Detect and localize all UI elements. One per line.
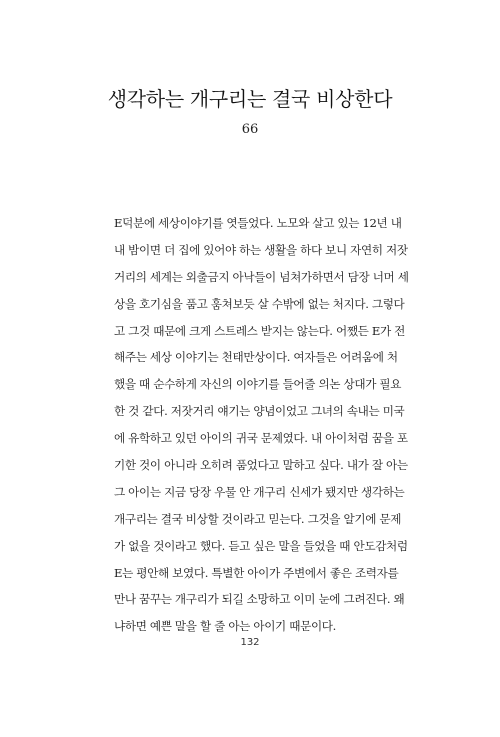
body-paragraph	[114, 210, 409, 640]
text-line: E는 평안해 보였다. 특별한 아이가 주변에서 좋은 조력자를	[114, 565, 399, 580]
chapter-number: 66	[241, 122, 259, 137]
text-line: 내 밤이면 더 집에 있어야 하는 생활을 하다 보니 자연히 저잣	[114, 242, 408, 257]
text-line: 해주는 세상 이야기는 천태만상이다. 여자들은 어려움에 처	[114, 350, 398, 365]
text-line: 했을 때 순수하게 자신의 이야기를 들어줄 의논 상대가 필요	[114, 377, 402, 392]
page-number: 132	[240, 637, 260, 648]
text-line: 상을 호기심을 품고 훔쳐보듯 살 수밖에 없는 처지다. 그렇다	[114, 296, 405, 311]
text-line: 냐하면 예쁜 말을 할 줄 아는 아이기 때문이다.	[114, 619, 336, 634]
chapter-title: 생각하는 개구리는 결국 비상한다	[107, 87, 393, 111]
text-line: 만나 꿈꾸는 개구리가 되길 소망하고 이미 눈에 그려진다. 왜	[114, 592, 405, 607]
text-line: 개구리는 결국 비상할 것이라고 믿는다. 그것을 알기에 문제	[114, 511, 402, 526]
text-line: 가 없을 것이라고 했다. 듣고 싶은 말을 들었을 때 안도감처럼	[114, 538, 408, 553]
text-line: 에 유학하고 있던 아이의 귀국 문제였다. 내 아이처럼 꿈을 포	[114, 431, 408, 446]
text-line: 거리의 세계는 외출금지 아낙들이 넘쳐가하면서 담장 너머 세	[114, 269, 409, 284]
text-line: 한 것 같다. 저잣거리 얘기는 양념이었고 그녀의 속내는 미국	[114, 404, 405, 419]
text-line: 고 그것 때문에 크게 스트레스 받지는 않는다. 어쨌든 E가 전	[114, 323, 406, 338]
text-line: 그 아이는 지금 당장 우물 안 개구리 신세가 됐지만 생각하는	[114, 484, 405, 499]
text-line: 기한 것이 아니라 오히려 품었다고 말하고 싶다. 내가 잘 아는	[114, 458, 408, 473]
text-line: E덕분에 세상이야기를 엿들었다. 노모와 살고 있는 12년 내	[114, 216, 402, 230]
